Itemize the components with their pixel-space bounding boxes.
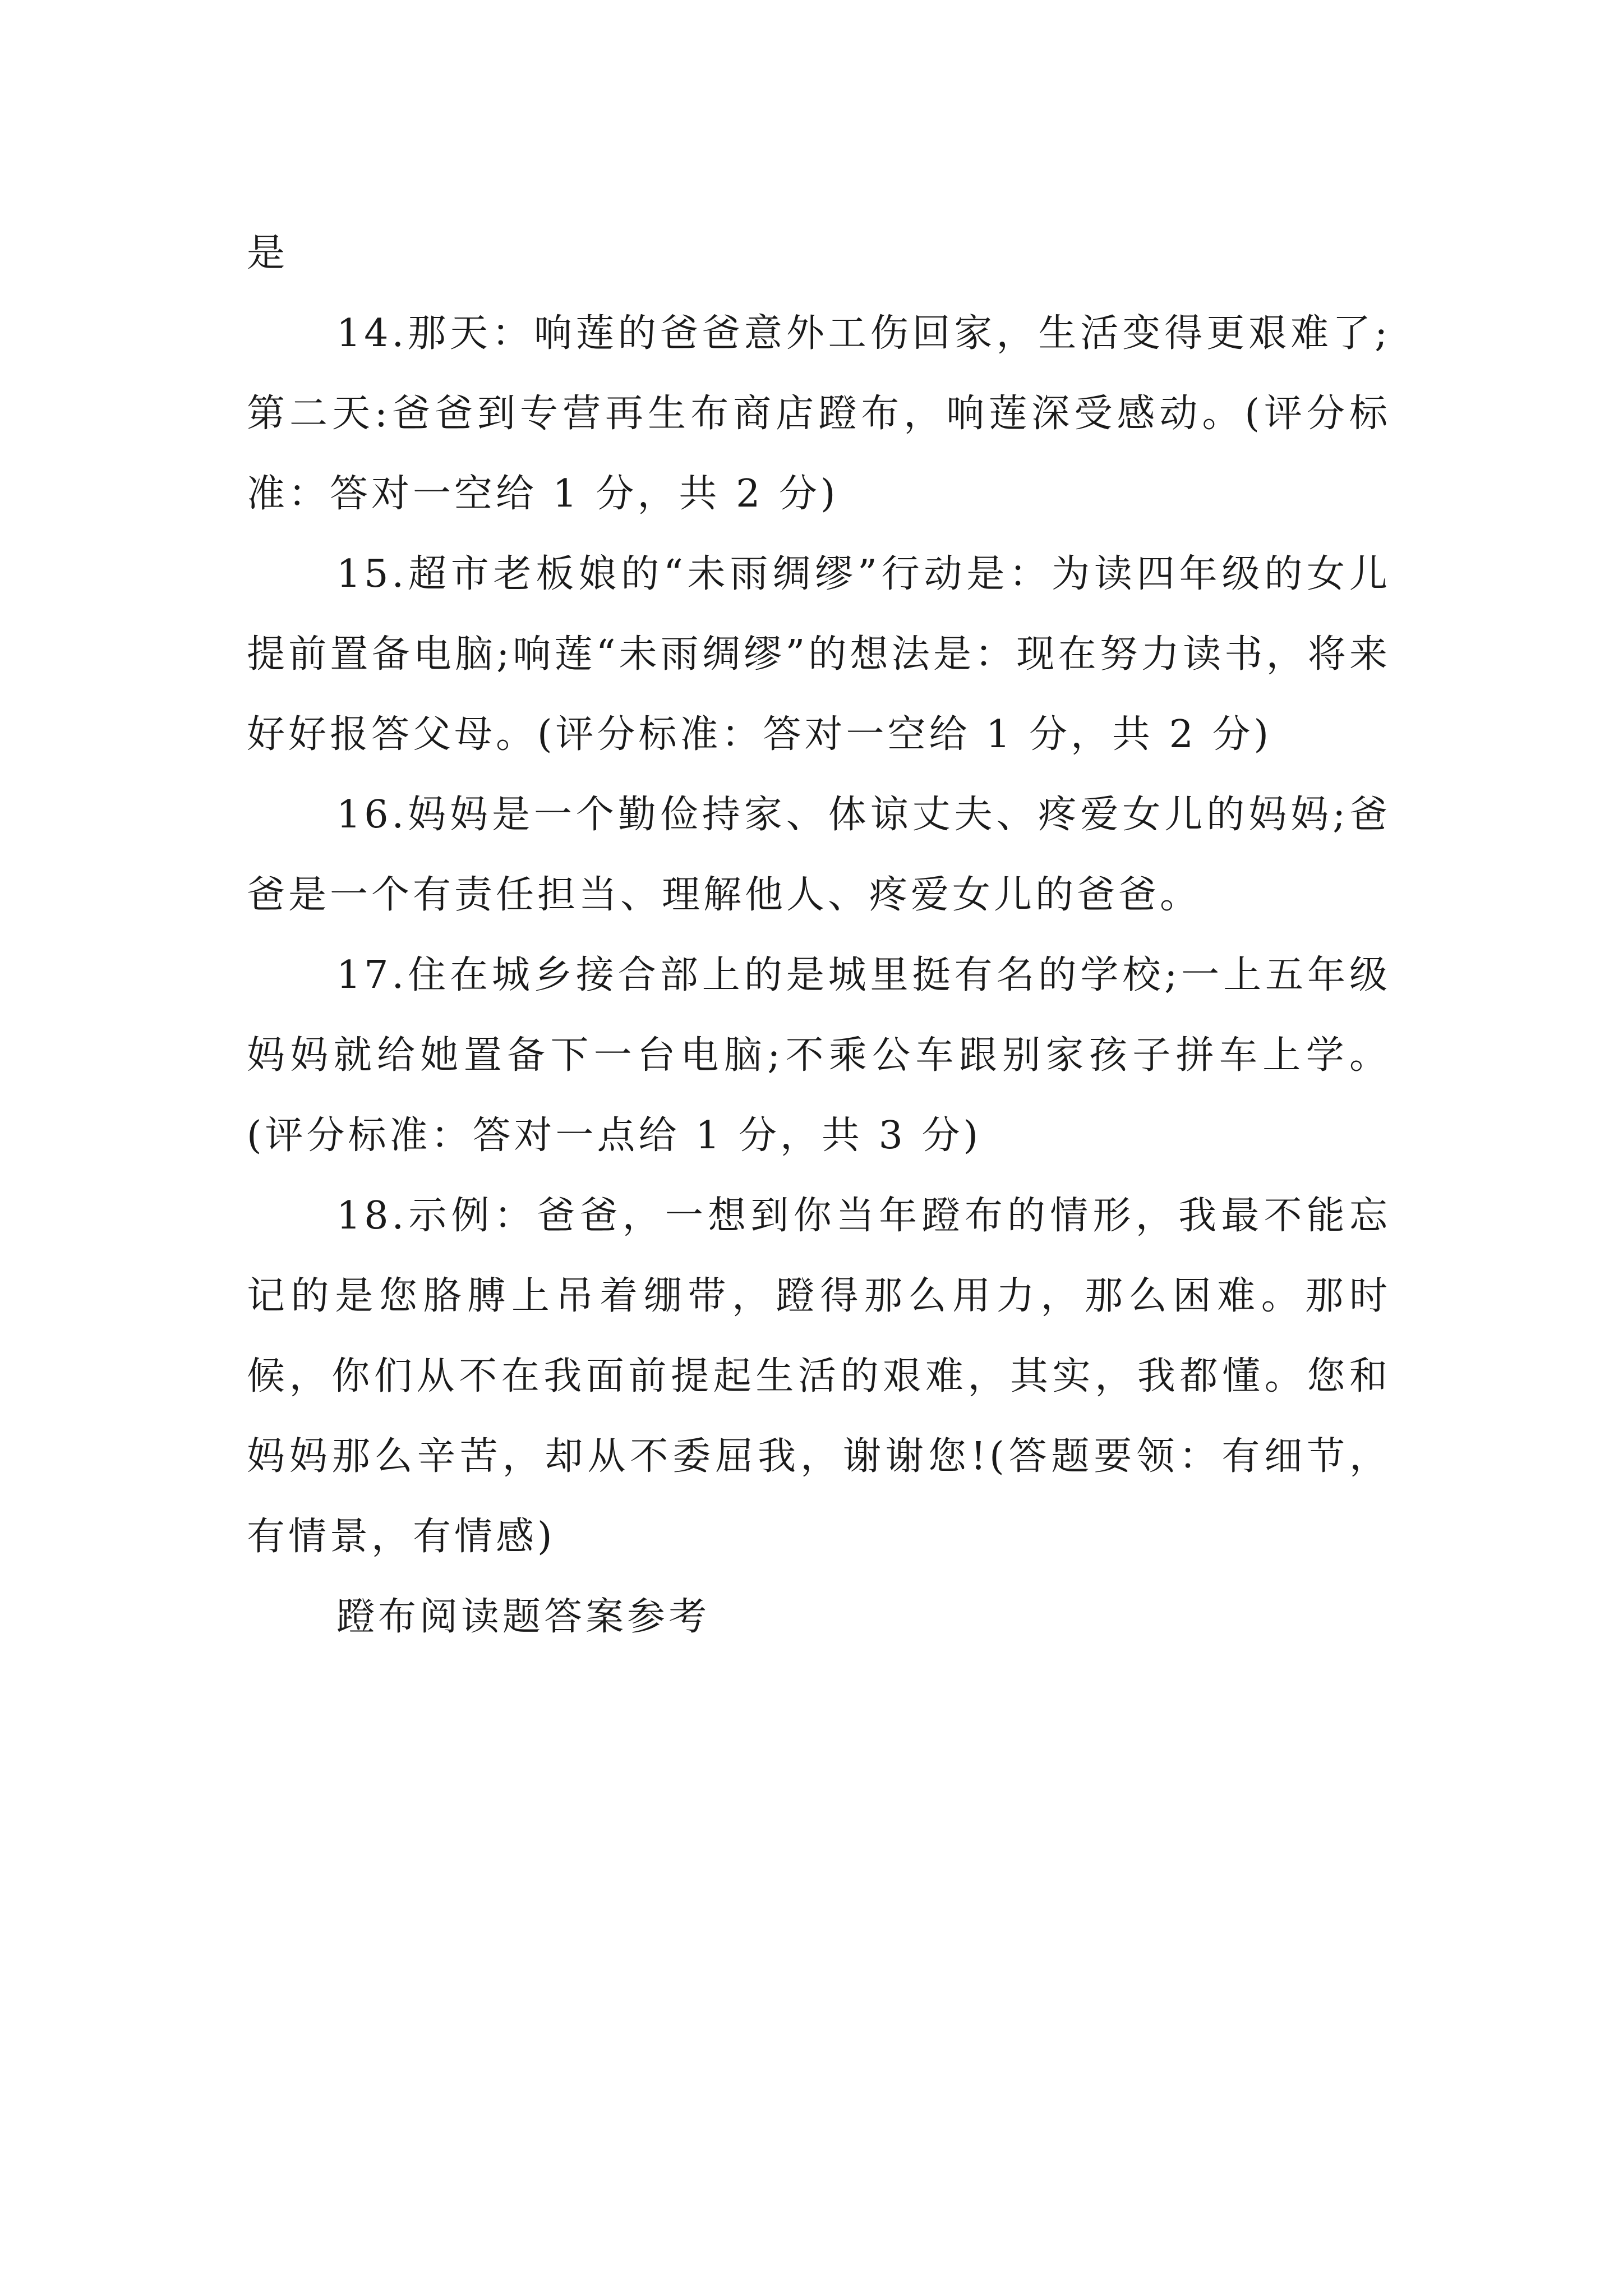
- closing-title: 蹬布阅读题答案参考: [336, 1595, 711, 1639]
- answer-17: 17.住在城乡接合部上的是城里挺有名的学校;一上五年级妈妈就给她置备下一台电脑;不乘公车跟别家孩子拼车上学。(评分标准：答对一点给 1 分，共 3 分): [247, 953, 1391, 1158]
- paragraph-continuation: 是: [247, 231, 289, 275]
- answer-14: 14.那天：响莲的爸爸意外工伤回家，生活变得更艰难了;第二天:爸爸到专营再生布商店蹬布，响莲深受感动。(评分标准：答对一空给 1 分，共 2 分): [247, 311, 1391, 516]
- answer-15: 15.超市老板娘的“未雨绸缪”行动是：为读四年级的女儿提前置备电脑;响莲“未雨绸缪”的想法是：现在努力读书，将来好好报答父母。(评分标准：答对一空给 1 分，共 2 分): [247, 552, 1391, 757]
- document-body: [247, 213, 1391, 1657]
- answer-16: 16.妈妈是一个勤俭持家、体谅丈夫、疼爱女儿的妈妈;爸爸是一个有责任担当、理解他人、疼爱女儿的爸爸。: [247, 793, 1391, 917]
- answer-18: 18.示例：爸爸，一想到你当年蹬布的情形，我最不能忘记的是您胳膊上吊着绷带，蹬得那么用力，那么困难。那时候，你们从不在我面前提起生活的艰难，其实，我都懂。您和妈妈那么辛苦，却从不委屈我，谢谢您!(答题要领：有细节，有情景，有情感): [247, 1194, 1391, 1559]
